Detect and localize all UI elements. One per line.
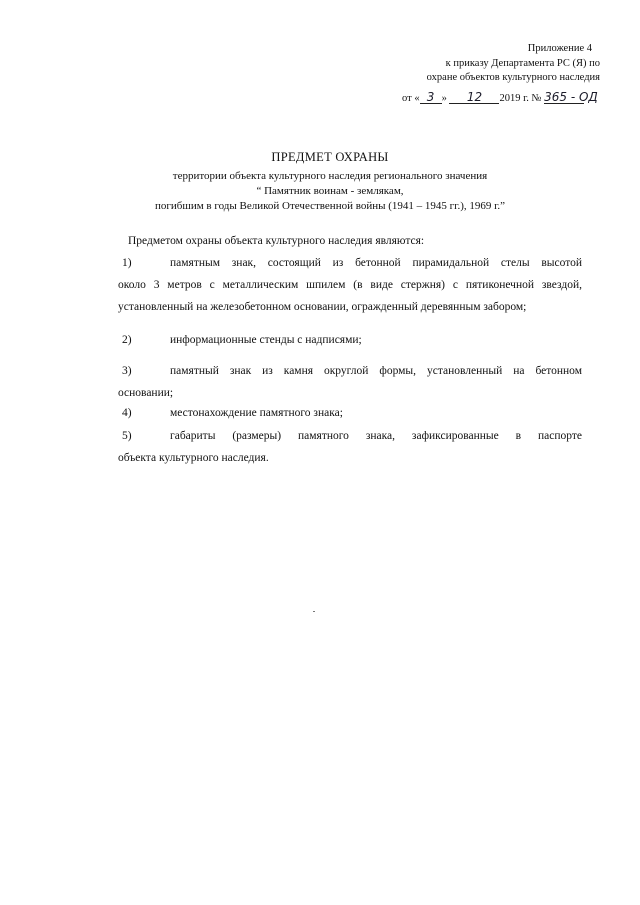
order-number-handwritten: 365 - ОД <box>544 90 598 104</box>
appendix-label: Приложение 4 <box>527 43 592 54</box>
list-item-text: габариты (размеры) памятного знака, зафиксированные в паспорте <box>170 430 582 442</box>
order-year-label: 2019 г. № <box>499 93 542 104</box>
list-item-text: информационные стенды с надписями; <box>170 334 362 346</box>
list-item-text: местонахождение памятного знака; <box>170 407 343 419</box>
appendix-order-line: к приказу Департамента РС (Я) по <box>445 57 600 69</box>
list-item-text: памятным знак, состоящий из бетонной пирамидальной стелы высотой <box>170 257 582 269</box>
title-subline-3: погибшим в годы Великой Отечественной войны (1941 – 1945 гг.), 1969 г.” <box>154 200 506 212</box>
list-item <box>118 252 582 318</box>
appendix-department-line: охране объектов культурного наследия <box>426 72 600 83</box>
list-item <box>118 425 582 469</box>
list-item-number: 1) <box>122 257 132 269</box>
list-item-number: 5) <box>122 430 132 442</box>
order-month-handwritten: 12 <box>449 91 499 104</box>
list-item-number: 3) <box>122 365 132 377</box>
date-mid: » <box>441 93 447 104</box>
list-item-text: объекта культурного наследия. <box>118 452 269 464</box>
scan-speck <box>313 611 315 612</box>
list-item <box>122 329 582 351</box>
title-subline-2: “ Памятник воинам - землякам, <box>256 185 404 197</box>
list-item <box>122 402 582 424</box>
intro-paragraph: Предметом охраны объекта культурного наследия являются: <box>128 235 425 247</box>
document-title-block <box>120 150 540 214</box>
order-day-handwritten: 3 <box>420 91 442 104</box>
list-item-number: 2) <box>122 334 132 346</box>
title-subline-1: территории объекта культурного наследия регионального значения <box>172 170 488 182</box>
list-item-text: установленный на железобетонном основании, огражденный деревянным забором; <box>118 301 527 313</box>
date-prefix: от « <box>402 93 420 104</box>
list-item <box>118 360 582 404</box>
list-item-text: памятный знак из камня округлой формы, установленный на бетонном <box>170 365 582 377</box>
list-item-text: основании; <box>118 387 174 399</box>
list-item-number: 4) <box>122 407 132 419</box>
order-date-number-line <box>402 91 622 104</box>
list-item-text: около 3 метров с металлическим шпилем (в виде стержня) с пятиконечной звездой, <box>118 279 582 291</box>
document-title: ПРЕДМЕТ ОХРАНЫ <box>271 150 389 164</box>
appendix-header <box>395 42 600 86</box>
